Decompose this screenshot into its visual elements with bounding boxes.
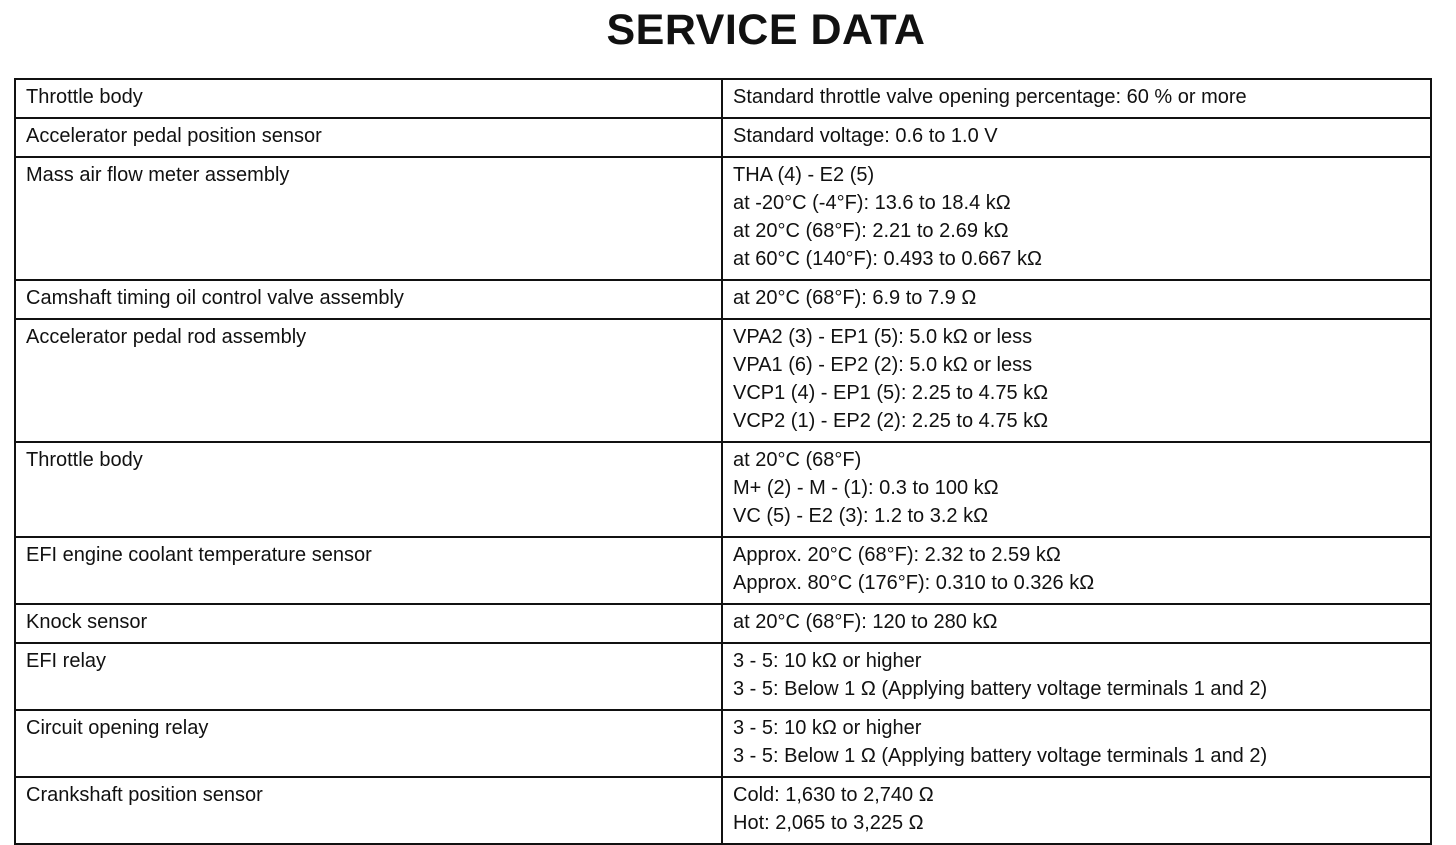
spec-cell: [722, 604, 1431, 643]
service-data-table: [14, 78, 1432, 845]
spec-line: VC (5) - E2 (3): 1.2 to 3.2 kΩ: [733, 505, 989, 527]
spec-line: 3 - 5: 10 kΩ or higher: [733, 717, 922, 739]
table-row: [15, 643, 1431, 710]
spec-cell: [722, 777, 1431, 844]
table-row: [15, 118, 1431, 157]
table-row: [15, 604, 1431, 643]
spec-cell: [722, 319, 1431, 442]
component-name: Mass air flow meter assembly: [26, 164, 290, 186]
component-name: EFI relay: [26, 650, 107, 672]
spec-cell: [722, 710, 1431, 777]
spec-line: VCP1 (4) - EP1 (5): 2.25 to 4.75 kΩ: [733, 382, 1049, 404]
spec-cell: [722, 118, 1431, 157]
component-cell: [15, 710, 722, 777]
spec-line: M+ (2) - M - (1): 0.3 to 100 kΩ: [733, 477, 999, 499]
component-cell: [15, 319, 722, 442]
table-row: [15, 777, 1431, 844]
spec-cell: [722, 537, 1431, 604]
component-name: Accelerator pedal rod assembly: [26, 326, 307, 348]
spec-line: 3 - 5: Below 1 Ω (Applying battery voltage terminals 1 and 2): [733, 745, 1268, 767]
component-name: Circuit opening relay: [26, 717, 209, 739]
table-row: [15, 319, 1431, 442]
spec-line: at 20°C (68°F): [733, 449, 862, 471]
component-cell: [15, 777, 722, 844]
spec-line: VCP2 (1) - EP2 (2): 2.25 to 4.75 kΩ: [733, 410, 1049, 432]
spec-line: 3 - 5: Below 1 Ω (Applying battery voltage terminals 1 and 2): [733, 678, 1268, 700]
page-title: SERVICE DATA: [606, 6, 926, 54]
table-row: [15, 157, 1431, 280]
spec-line: at -20°C (-4°F): 13.6 to 18.4 kΩ: [733, 192, 1011, 214]
component-name: Throttle body: [26, 86, 143, 108]
component-cell: [15, 442, 722, 537]
component-name: Throttle body: [26, 449, 143, 471]
spec-line: Approx. 20°C (68°F): 2.32 to 2.59 kΩ: [733, 544, 1061, 566]
component-cell: [15, 280, 722, 319]
spec-line: Cold: 1,630 to 2,740 Ω: [733, 784, 934, 806]
table-row: [15, 280, 1431, 319]
table-row: [15, 537, 1431, 604]
spec-cell: [722, 157, 1431, 280]
table-row: [15, 79, 1431, 118]
spec-line: at 20°C (68°F): 2.21 to 2.69 kΩ: [733, 220, 1009, 242]
spec-cell: [722, 442, 1431, 537]
component-cell: [15, 118, 722, 157]
component-name: Accelerator pedal position sensor: [26, 125, 322, 147]
spec-line: VPA1 (6) - EP2 (2): 5.0 kΩ or less: [733, 354, 1033, 376]
spec-line: at 60°C (140°F): 0.493 to 0.667 kΩ: [733, 248, 1042, 270]
spec-line: THA (4) - E2 (5): [733, 164, 875, 186]
spec-line: Hot: 2,065 to 3,225 Ω: [733, 812, 924, 834]
spec-line: Standard throttle valve opening percentage: 60 % or more: [733, 86, 1247, 108]
spec-line: 3 - 5: 10 kΩ or higher: [733, 650, 922, 672]
spec-cell: [722, 643, 1431, 710]
spec-line: Standard voltage: 0.6 to 1.0 V: [733, 125, 998, 147]
component-cell: [15, 79, 722, 118]
spec-line: VPA2 (3) - EP1 (5): 5.0 kΩ or less: [733, 326, 1033, 348]
component-name: Camshaft timing oil control valve assembly: [26, 287, 404, 309]
component-cell: [15, 157, 722, 280]
spec-line: at 20°C (68°F): 6.9 to 7.9 Ω: [733, 287, 977, 309]
spec-cell: [722, 79, 1431, 118]
spec-line: Approx. 80°C (176°F): 0.310 to 0.326 kΩ: [733, 572, 1095, 594]
component-name: Knock sensor: [26, 611, 148, 633]
component-name: Crankshaft position sensor: [26, 784, 263, 806]
component-cell: [15, 537, 722, 604]
component-cell: [15, 643, 722, 710]
component-name: EFI engine coolant temperature sensor: [26, 544, 372, 566]
component-cell: [15, 604, 722, 643]
spec-line: at 20°C (68°F): 120 to 280 kΩ: [733, 611, 998, 633]
table-row: [15, 710, 1431, 777]
spec-cell: [722, 280, 1431, 319]
table-row: [15, 442, 1431, 537]
